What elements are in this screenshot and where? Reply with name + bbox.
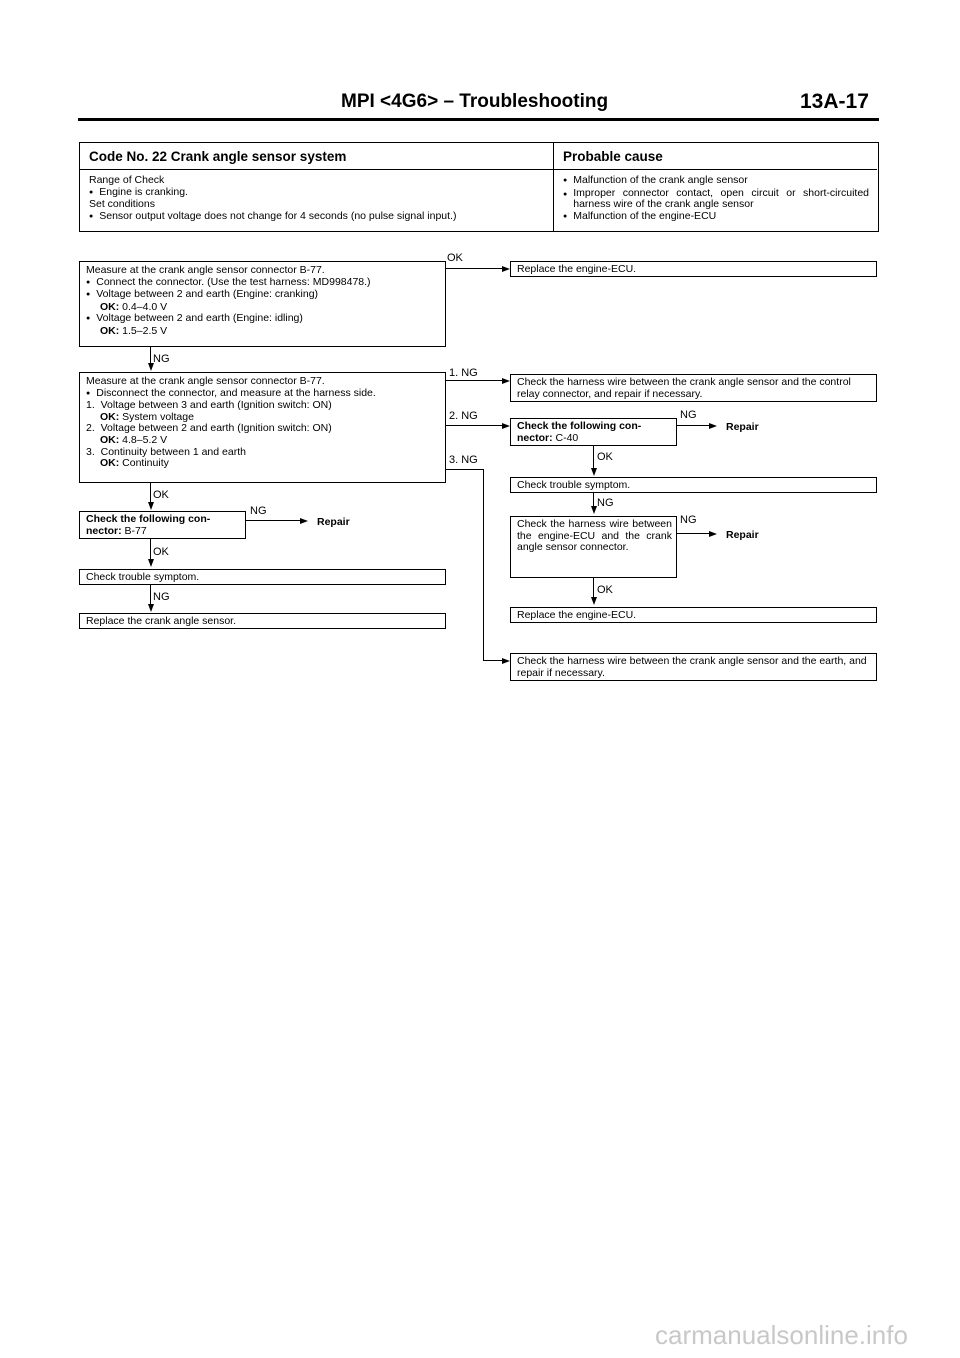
- page-title: MPI <4G6> – Troubleshooting: [341, 91, 609, 112]
- ok-label: OK: [447, 252, 463, 264]
- arrow-right-icon: [709, 423, 717, 429]
- arrow-right-icon: [502, 423, 510, 429]
- probable-cause-title: Probable cause: [563, 149, 663, 164]
- check-symptom-box-right: Check trouble symptom.: [510, 477, 877, 493]
- check-symptom-box-left: Check trouble symptom.: [79, 569, 446, 585]
- probable-causes: ● Malfunction of the crank angle sensor ● Improper connector contact, open circuit or short-circuited harness wire of the crank angle sensor ● Malfunction of the engine-ECU: [563, 175, 869, 223]
- replace-sensor-box: Replace the crank angle sensor.: [79, 613, 446, 629]
- ng1-result-box: Check the harness wire between the crank angle sensor and the control relay connector, and repair if necessary.: [510, 374, 877, 402]
- arrow-right-icon: [709, 531, 717, 537]
- harness-ecu-box: Check the harness wire between the engine-ECU and the crank angle sensor connector.: [510, 516, 677, 578]
- repair-label: Repair: [317, 516, 350, 528]
- repair-label: Repair: [726, 421, 759, 433]
- check-b77-box: Check the following con-nector: B-77: [79, 511, 246, 539]
- watermark: carmanualsonline.info: [655, 1320, 908, 1350]
- page-number: 13A-17: [800, 90, 869, 113]
- arrow-down-icon: [148, 604, 154, 612]
- check-c40-box: Check the following con-nector: C-40: [510, 418, 677, 446]
- code-table: [79, 142, 879, 232]
- arrow-down-icon: [591, 468, 597, 476]
- replace-ecu-box-1: Replace the engine-ECU.: [510, 261, 877, 277]
- arrow-right-icon: [300, 518, 308, 524]
- replace-ecu-box-2: Replace the engine-ECU.: [510, 607, 877, 623]
- code-title: Code No. 22 Crank angle sensor system: [89, 149, 347, 164]
- arrow-down-icon: [148, 502, 154, 510]
- arrow-right-icon: [502, 658, 510, 664]
- range-of-check: Range of Check ● Engine is cranking. Set conditions ● Sensor output voltage does not change for 4 seconds (no pulse signal input.): [89, 175, 549, 223]
- arrow-down-icon: [591, 597, 597, 605]
- arrow-right-icon: [502, 266, 510, 272]
- ng3-result-box: Check the harness wire between the crank angle sensor and the earth, and repair if necessary.: [510, 653, 877, 681]
- arrow-down-icon: [148, 559, 154, 567]
- header-rule: [78, 118, 879, 121]
- arrow-right-icon: [502, 378, 510, 384]
- step1-box: Measure at the crank angle sensor connector B-77. ● Connect the connector. (Use the test harness: MD998478.) ● Voltage between 2 and earth (Engine: cranking) OK: 0.4–4.0 V ● Voltage between 2 and earth (Engine: idling) OK: 1.5–2.5 V: [79, 261, 446, 347]
- repair-label: Repair: [726, 529, 759, 541]
- step2-box: Measure at the crank angle sensor connector B-77. ● Disconnect the connector, and measure at the harness side. 1. Voltage between 3 and earth (Ignition switch: ON) OK: System voltage 2. Voltage between 2 and earth (Ignition switch: ON) OK: 4.8–5.2 V 3. Continuity between 1 and earth OK: Continuity: [79, 372, 446, 483]
